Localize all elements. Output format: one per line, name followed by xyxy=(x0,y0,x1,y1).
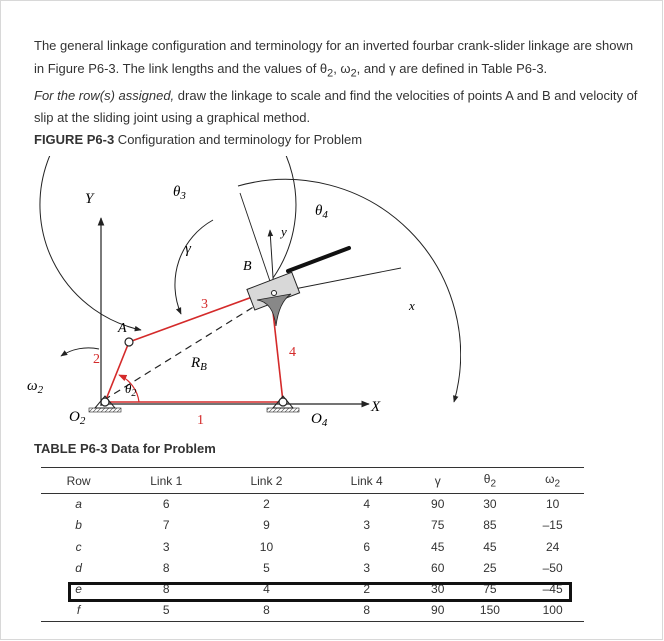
header-link2: Link 2 xyxy=(250,473,283,488)
row-label: c xyxy=(75,539,82,554)
linkage-figure xyxy=(21,156,461,436)
label-A: A xyxy=(118,321,127,336)
cell-theta2: 85 xyxy=(483,518,497,533)
label-gamma: γ xyxy=(185,241,191,257)
subscript: 2 xyxy=(554,478,561,490)
cell-omega2: 100 xyxy=(542,603,563,618)
link4-extension xyxy=(240,193,274,293)
slider-rod xyxy=(288,248,349,271)
label-B: B xyxy=(243,259,252,274)
row-label: f xyxy=(76,603,81,618)
header-theta2 xyxy=(459,468,522,494)
figure-caption xyxy=(34,132,362,147)
label-link3: 3 xyxy=(201,297,208,312)
cell-theta2: 30 xyxy=(483,497,497,512)
table-header-row xyxy=(41,468,584,494)
label-omega2: $\omega_2$ xyxy=(27,378,44,396)
header-omega2 xyxy=(521,468,584,494)
cell-link4: 6 xyxy=(363,539,371,554)
cell-link4: 4 xyxy=(363,497,371,512)
label-y: y xyxy=(281,224,287,239)
problem-statement xyxy=(34,35,644,130)
figure-caption-text: Configuration and terminology for Problem xyxy=(114,132,363,147)
label-link1: 1 xyxy=(197,413,204,428)
problem-text-2: , ω xyxy=(333,60,351,76)
data-table-wrap xyxy=(41,467,584,622)
pin-A xyxy=(125,338,133,346)
row-label: d xyxy=(75,561,82,576)
table-row xyxy=(41,557,584,578)
header-link4: Link 4 xyxy=(350,473,383,488)
label-theta3: $\theta_3$ xyxy=(173,184,186,202)
cell-gamma: 90 xyxy=(431,603,445,618)
cell-link4: 8 xyxy=(363,603,371,618)
cell-link1: 7 xyxy=(162,518,170,533)
problem-text-3: , and γ are defined in Table P6-3. xyxy=(356,60,548,76)
header-row: Row xyxy=(66,473,91,488)
header-omega2-sym: ω xyxy=(545,471,555,486)
cell-omega2: –15 xyxy=(542,518,563,533)
cell-link4: 3 xyxy=(363,561,371,576)
problem-text-1: The general linkage configuration and terminology for an inverted fourbar crank-slider linkage are shown in Figure P6-3. The link lengths and the values of θ xyxy=(34,38,634,76)
cell-link2: 9 xyxy=(263,518,270,533)
cell-link4: 2 xyxy=(363,582,371,597)
table-row-highlighted xyxy=(41,579,584,600)
cell-link2: 2 xyxy=(263,497,270,512)
cell-omega2: –50 xyxy=(542,561,563,576)
pin-B xyxy=(272,291,277,296)
label-link2: 2 xyxy=(93,352,100,367)
cell-link1: 8 xyxy=(162,582,170,597)
row-label: e xyxy=(75,582,82,597)
cell-gamma: 30 xyxy=(431,582,445,597)
subscript: 2 xyxy=(350,67,357,80)
problem-italic: For the row(s) assigned, xyxy=(34,87,175,103)
label-O4: $O_4$ xyxy=(311,411,328,429)
cell-link1: 3 xyxy=(162,539,170,554)
cell-link1: 6 xyxy=(162,497,170,512)
cell-omega2: –45 xyxy=(542,582,563,597)
label-theta4: $\theta_4$ xyxy=(315,203,328,221)
cell-gamma: 90 xyxy=(431,497,445,512)
label-Y: Y xyxy=(85,191,94,207)
label-x: x xyxy=(409,298,415,313)
table-caption: TABLE P6-3 Data for Problem xyxy=(34,441,216,456)
cell-link2: 4 xyxy=(263,582,270,597)
label-X: X xyxy=(371,399,381,415)
label-theta2: $\theta_2$ xyxy=(125,381,137,399)
cell-link1: 5 xyxy=(162,603,170,618)
cell-link2: 5 xyxy=(263,561,270,576)
cell-omega2: 10 xyxy=(545,497,560,512)
label-O2: $O_2$ xyxy=(69,409,86,427)
cell-theta2: 150 xyxy=(479,603,500,618)
row-label: a xyxy=(75,497,82,512)
cell-link1: 8 xyxy=(162,561,170,576)
header-gamma: γ xyxy=(434,473,441,488)
problem-text-4: draw the linkage to scale and find the velocities of points A and B and velocity of slip at the sliding joint using a graphical method. xyxy=(34,87,638,126)
cell-theta2: 75 xyxy=(483,582,497,597)
table-row xyxy=(41,536,584,557)
subscript: 2 xyxy=(327,67,334,80)
cell-link4: 3 xyxy=(363,518,371,533)
cell-link2: 10 xyxy=(259,539,274,554)
cell-theta2: 45 xyxy=(483,539,497,554)
header-link1: Link 1 xyxy=(150,473,183,488)
label-link4: 4 xyxy=(289,345,296,360)
figure-caption-label: FIGURE P6-3 xyxy=(34,132,115,147)
cell-gamma: 45 xyxy=(431,539,445,554)
table-row xyxy=(41,600,584,621)
row-label: b xyxy=(75,518,82,533)
label-RB: $R_B$ xyxy=(191,355,207,373)
subscript: 2 xyxy=(490,478,497,490)
cell-gamma: 75 xyxy=(431,518,445,533)
cell-omega2: 24 xyxy=(545,539,560,554)
cell-theta2: 25 xyxy=(483,561,497,576)
header-theta2-sym: θ xyxy=(483,471,491,486)
table-row xyxy=(41,515,584,536)
cell-gamma: 60 xyxy=(431,561,445,576)
cell-link2: 8 xyxy=(263,603,270,618)
data-table xyxy=(41,467,584,622)
table-row xyxy=(41,494,584,515)
